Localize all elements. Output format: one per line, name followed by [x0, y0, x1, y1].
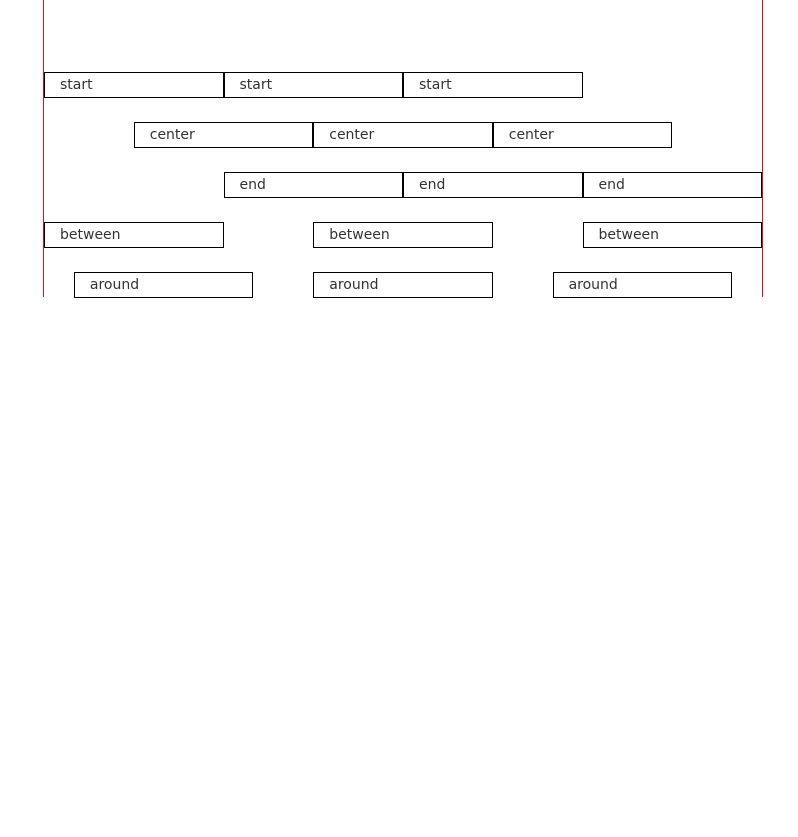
row-justify-end [44, 172, 762, 198]
flex-demo-container [43, 0, 763, 297]
flex-item: around [553, 272, 733, 298]
flex-item: around [74, 272, 254, 298]
flex-item: start [403, 72, 583, 98]
row-justify-center [44, 122, 762, 148]
flex-item: end [583, 172, 763, 198]
row-justify-between [44, 222, 762, 248]
flex-item: start [224, 72, 404, 98]
flex-item: center [313, 122, 493, 148]
flex-item: around [313, 272, 493, 298]
flex-item: between [583, 222, 763, 248]
flex-item: start [44, 72, 224, 98]
flex-item: center [134, 122, 314, 148]
flex-item: end [224, 172, 404, 198]
flex-item: between [313, 222, 493, 248]
flex-item: end [403, 172, 583, 198]
flex-item: center [493, 122, 673, 148]
row-justify-around [44, 272, 762, 298]
row-justify-start [44, 72, 762, 98]
flex-item: between [44, 222, 224, 248]
